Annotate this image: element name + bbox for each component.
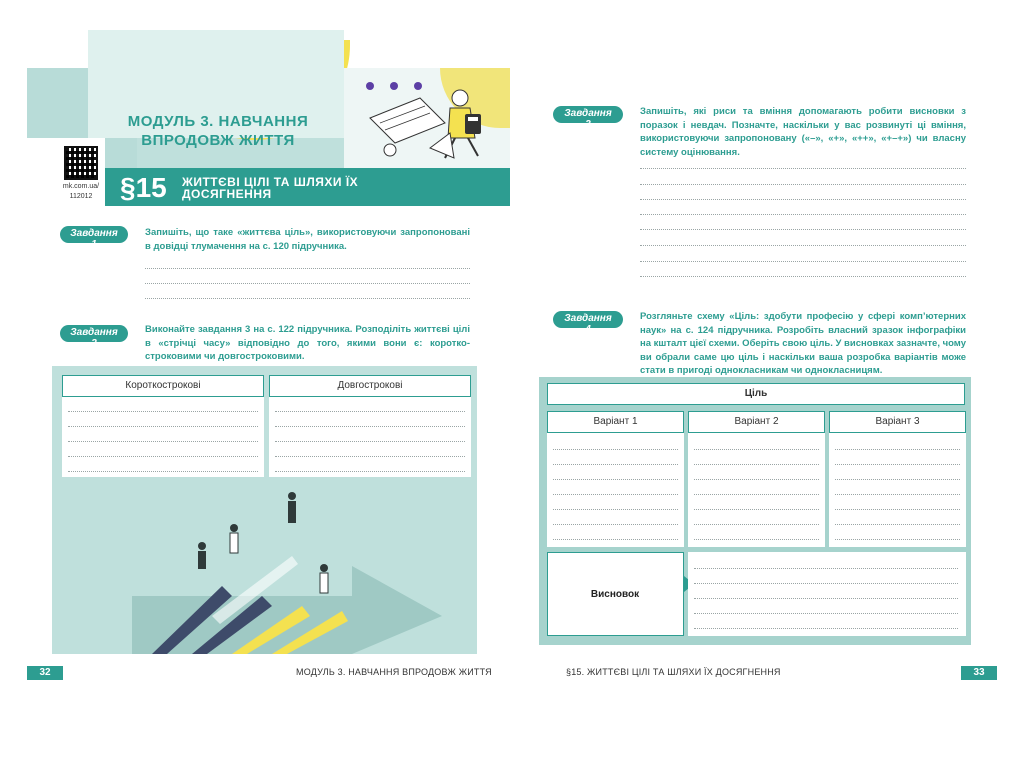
answer-line[interactable] <box>640 184 966 185</box>
answer-line[interactable] <box>640 261 966 262</box>
answer-line[interactable] <box>640 245 966 246</box>
answer-line[interactable] <box>640 199 966 200</box>
career-growth-illustration <box>52 486 477 654</box>
task-4-text: Розгляньте схему «Ціль: здобути професію у сфері комп’ютерних наук» на с. 124 підручника. Розробіть власний зразок інфографіки на кшталт цієї схеми. Оберіть свою ціль. У висновках зазначте, чому ви обрали саме цю ціль і наскільки ваша розробка варіантів може стати в пригоді однокласникам чи однокласницям. <box>640 311 966 376</box>
answer-line[interactable] <box>640 168 966 169</box>
task-1-label: Завдання 1 <box>60 226 128 243</box>
module-title: МОДУЛЬ 3. НАВЧАННЯ ВПРОДОВЖ ЖИТТЯ <box>127 113 309 149</box>
task-2-text: Виконайте завдання 3 на с. 122 підручника. Розподіліть життєві цілі в «стрічці часу» відповідно до того, якими вони є: короткостроковими чи довгостроковими. <box>145 324 470 362</box>
answer-line[interactable] <box>145 268 470 269</box>
conclusion-answer-area[interactable] <box>688 552 966 636</box>
variant-2-header: Варіант 2 <box>688 411 825 433</box>
column-header-long-term: Довгострокові <box>269 375 471 397</box>
section-number: §15 <box>120 172 167 203</box>
answer-line[interactable] <box>145 283 470 284</box>
answer-line[interactable] <box>640 276 966 277</box>
page-number-right: 33 <box>961 666 997 680</box>
task-2-label: Завдання 2 <box>60 325 128 342</box>
page-number-left: 32 <box>27 666 63 680</box>
variant-2-answer-area[interactable] <box>688 433 825 547</box>
footer-left: МОДУЛЬ 3. НАВЧАННЯ ВПРОДОВЖ ЖИТТЯ <box>296 667 492 677</box>
short-term-answer-area[interactable] <box>62 397 264 477</box>
answer-line[interactable] <box>640 214 966 215</box>
task-3-text: Запишіть, які риси та вміння допомагають робити висновки з поразок і невдач. Позначте, наскільки у вас розвинуті ці вміння, використовуючи запропоновану («–», «+», «++», «+–+») чи власну систему оцінювання. <box>640 106 966 158</box>
answer-line[interactable] <box>145 298 470 299</box>
qr-url <box>58 182 104 202</box>
conclusion-label: Висновок <box>590 589 640 600</box>
variant-3-header: Варіант 3 <box>829 411 966 433</box>
task-4-label: Завдання 4 <box>553 311 623 328</box>
student-illustration <box>350 78 510 168</box>
variant-3-answer-area[interactable] <box>829 433 966 547</box>
long-term-answer-area[interactable] <box>269 397 471 477</box>
footer-right: §15. ЖИТТЄВІ ЦІЛІ ТА ШЛЯХИ ЇХ ДОСЯГНЕННЯ <box>566 667 781 677</box>
goal-header: Ціль <box>547 383 965 405</box>
qr-url-line: 112012 <box>69 193 93 200</box>
qr-url-line: mk.com.ua/ <box>62 183 100 190</box>
answer-line[interactable] <box>640 229 966 230</box>
qr-code-icon[interactable] <box>64 146 98 180</box>
variant-1-header: Варіант 1 <box>547 411 684 433</box>
task-1-text: Запишіть, що таке «життєва ціль», використовуючи запропоновані в довідці тлумачення на с. 120 підручника. <box>145 227 470 252</box>
variant-1-answer-area[interactable] <box>547 433 684 547</box>
column-header-short-term: Короткострокові <box>62 375 264 397</box>
task-3-label: Завдання 3 <box>553 106 623 123</box>
conclusion-label-cell <box>547 552 684 636</box>
section-title: ЖИТТЄВІ ЦІЛІ ТА ШЛЯХИ ЇХ ДОСЯГНЕННЯ <box>182 175 359 201</box>
